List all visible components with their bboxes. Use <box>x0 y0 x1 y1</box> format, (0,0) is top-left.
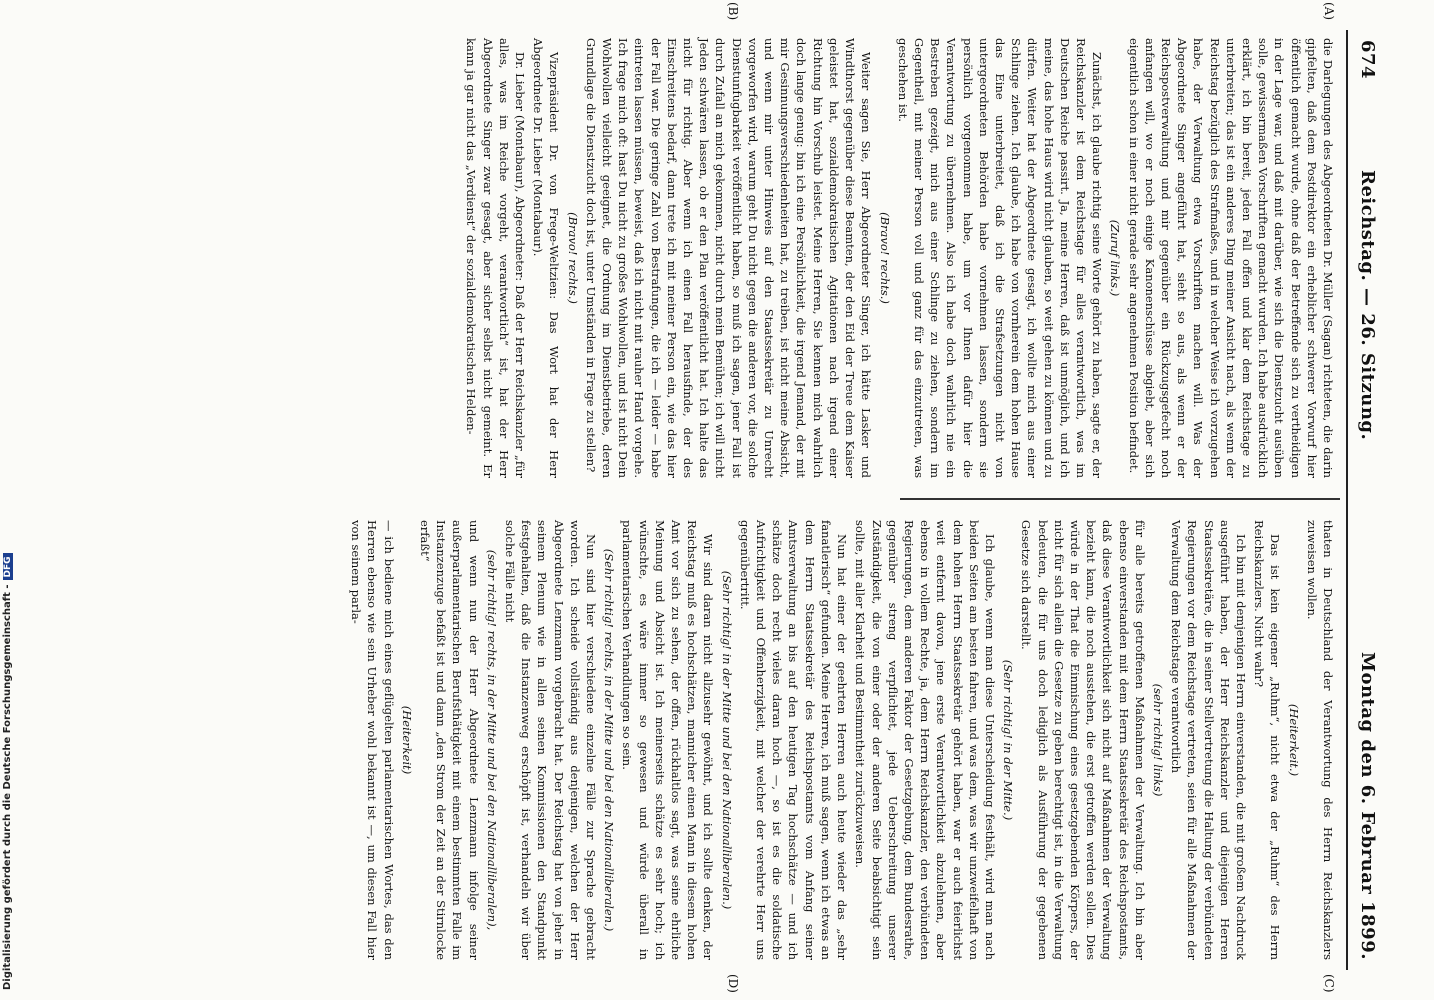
interjection: (Sehr richtig! in der Mitte.) <box>1001 659 1016 821</box>
interjection: (sehr richtig! rechts, in der Mitte und bei den Nationalliberalen), <box>484 549 499 931</box>
right-column <box>346 520 1336 960</box>
page-header <box>1350 30 1380 970</box>
digitization-credit <box>2 553 13 990</box>
margin-mark-d: (D) <box>726 974 740 993</box>
dfg-logo: DFG <box>3 553 13 580</box>
margin-mark-c: (C) <box>1322 974 1336 993</box>
credit-text: Digitalisierung gefördert durch die Deutsche Forschungsgemeinschaft - <box>2 584 13 990</box>
margin-mark-b: (B) <box>726 2 740 21</box>
paragraph: für alle bereits getroffenen Maßnahmen der Verwaltung. Ich bin aber ebenso einverstanden mit dem Herrn Staatssekretär des Reichspostamts, daß diese Verantwortlichkeit sich nicht auf Maßnahmen der Verwaltung bezieht kann, die noch ausstehen, die erst getroffen werden sollen. Dies würde in der That die Einmischung eines gesetzgebenden Körpers, der nicht für sich allein die Gesetze zu geben berechtigt ist, in die Verwaltung bedeuten, die für uns doch lediglich als Ausführung der gegebenen Gesetze sich darstellt. <box>1019 520 1147 960</box>
header-title: Reichstag. — 26. Sitzung. <box>1357 170 1378 441</box>
interjection: (Zuruf links.) <box>1108 219 1123 297</box>
paragraph: Ich bin mit demjenigen Herrn einverstanden, die mit großem Nachdruck ausgeführt haben, der Herr Reichskanzler und diejenigen Herren Staatssekretäre, die in seiner Stellvertretung die Haltung der verbündeten Regierungen vor dem Reichstage vertreten, seien für alle Maßnahmen der Verwaltung dem Reichstage verantwortlich <box>1169 520 1248 960</box>
paragraph: Vizepräsident Dr. von Frege-Weltzien: Das Wort hat der Herr Abgeordnete Dr. Lieber (Montabaur). <box>531 38 562 478</box>
header-rule <box>1346 30 1348 970</box>
paragraph: die Darlegungen des Abgeordneten Dr. Müller (Sagan) richteten, die darin gipfelten, daß dem Postdirektor ein erheblicher schwerer Vorwurf hier öffentlich gemacht wurde, ohne daß der Betreffende sich zu vertheidigen in der Lage war, und daß mit darüber, wie sich die Dienstzucht ausüben solle, gewissermaßen Vorschriften gemacht wurden. Ich habe ausdrücklich erklärt, ich bin bereit, jeden Fall offen und klar dem Reichstage zu unterbreiten; das ist ein anderes Ding meiner Ansicht nach, als wenn der Reichstag bezüglich des Strafmaßes, und in welcher Weise ich vorzugehen habe, der Verwaltung etwa Vorschriften machen will. Was der Abgeordnete Singer angeführt hat, sieht so aus, als wenn er der Reichspostverwaltung und mir gegenüber ein Rückzugsgefecht noch anfangen will, wo er noch einige Kanonenschüsse abgiebt, aber sich eigentlich schon in einer nicht gerade sehr angenehmen Position befindet. <box>1126 38 1335 478</box>
paragraph: Nun sind hier verschiedene einzelne Fälle zur Sprache gebracht worden. Ich scheide vollständig aus denjenigen, welchen der Herr Abgeordnete Lenzmann vorgebracht hat. Der Reichstag hat von jeher in seinem Plenum wie in allen seinen Kommissionen den Standpunkt festgehalten, daß die Instanzenweg erschöpft ist, verhandeln wir über solche Fälle nicht <box>503 520 599 960</box>
interjection: (Sehr richtig! rechts, in der Mitte und bei den Nationalliberalen.) <box>602 548 617 932</box>
paragraph: — ich bediene mich eines geflügelten parlamentarischen Wortes, das den Herren ebenso wie sein Urheber wohl bekannt ist —, um diesen Fall hier von seinem parla- <box>349 520 396 960</box>
paragraph: und wenn nun der Herr Abgeordnete Lenzmann infolge seiner außerparlamentarischen Berufsthätigkeit mit einem bestimmten Falle im Instanzenzuge befaßt ist und dann „den Strom der Zeit an der Stirnlocke erfaßt“ <box>418 520 481 960</box>
header-date: Montag den 6. Februar 1899. <box>1357 652 1378 960</box>
margin-mark-a: (A) <box>1322 2 1336 21</box>
paragraph: thaten in Deutschland der Verantwortung des Herrn Reichskanzlers zuweisen wollen. <box>1304 520 1335 960</box>
paragraph: Ich glaube, wenn man diese Unterscheidung festhält, wird man nach beiden Seiten am besten fahren, und was dem, was wir unzweifelhaft von dem hohen Herrn Staatssekretär gehört haben, war er auch feierlichst weit entfernt davon, jene erste Verantwortlichkeit abzulehnen, aber ebenso in vollem Rechte, ja, dem Herrn Reichskanzler, den verbündeten Regierungen, dem anderen Faktor der Gesetzgebung, dem Bundesrathe, gegenüber streng verpflichtet, jede Ueberschreitung unserer Zuständigkeit, die von einer oder der anderen Seite beabsichtigt sein sollte, mit aller Klarheit und Bestimmtheit zurückzuweisen. <box>853 520 997 960</box>
paragraph: Das ist kein eigener „Ruhm“, nicht etwa der „Ruhm“ des Herrn Reichskanzlers. Nicht wahr? <box>1252 520 1283 960</box>
page-number: 674 <box>1357 40 1378 80</box>
left-column <box>461 38 1336 478</box>
paragraph: Nun hat einer der geehrten Herren auch heute wieder das „sehr fanatlerisch“ gefunden. Meine Herren, ich muß sagen, wenn ich etwas an dem Herrn Staatssekretär des Reichspostamts vom Anfang seiner Amtsverwaltung an bis auf den heutigen Tag hochschätze — und ich schätze doch recht vieles daran hoch —, so ist es die soldatische Aufrichtigkeit und Offenherzigkeit, mit welcher der verehrte Herr uns gegenübertritt. <box>737 520 850 960</box>
interjection: (Bravo! rechts.) <box>565 212 580 304</box>
paragraph: Weiter sagen Sie, Herr Abgeordneter Singer, ich hätte Lasker und Windthorst gegenüber diese Beamten, der den Eid der Treue dem Kaiser geleistet hat, sozialdemokratischen Agitationen nach irgend einer Richtung hin Vorschub leistet. Meine Herren, Sie kennen mich wahrlich doch lange genug: bin ich eine Persönlichkeit, die irgend Jemand, der mit mir Gesinnungsverschiedenheiten hat, zu treiben, ist nicht meine Absicht, und wenn mir unter Hinweis auf den Staatssekretär zu Unrecht vorgeworfen wird, warum geht Du nicht gegen die anderen vor, die solche Dienstunfugbarkeit veröffentlicht haben, so muß ich sagen, jener Fall ist durch Zufall an mich gekommen, nicht durch mein Bemühen; ich will nicht Jeden schwären lassen, ob er den Plan veröffentlicht hat. Ich halte das nicht für richtig. Aber wenn ich einen Fall herausfinde, der des Einschreitens bedarf, dann trete ich mit meiner Person ein, wie das hier der Fall war. Die geringe Zahl von Bestrafungen, die ich — leider — habe eintreten lassen müssen, beweist, daß ich nicht mit rauher Hand vorgehe. Ich frage mich oft: hast Du nicht zu großes Wohlwollen, und ist nicht Dein Wohlwollen vielleicht geeignet, die Ordnung im Dienstbetriebe, deren Grundlage die Dienstzucht doch ist, unter Umständen in Frage zu stellen? <box>583 38 874 478</box>
paragraph: Zunächst, ich glaube richtig seine Worte gehört zu haben, sagte er, der Reichskanzler ist dem Reichstage für alles verantwortlich, was im Deutschen Reiche passirt. Ja, meine Herren, daß ist unmöglich, und ich meine, das hohe Haus wird nicht glauben, so weit gehen zu können und zu dürfen. Weiter hat der Abgeordnete gesagt, ich wollte mich aus einer Schlinge ziehen. Ich glaube, ich habe von vornherein dem hohen Hause das Eine unterbreitet, daß ich die Strafsetzungen nicht von untergeordneten Behörden habe vornehmen lassen, sondern sie persönlich vorgenommen habe, um vor Ihnen dafür hier die Verantwortung zu übernehmen. Also ich habe doch wahrlich nie ein Bestreben gezeigt, mich aus einer Schlinge zu ziehen, sondern im Gegentheil, mit meiner Person voll und ganz für das einzutreten, was geschehen ist. <box>895 38 1105 478</box>
column-divider <box>900 498 1340 500</box>
interjection: (Sehr richtig! in der Mitte und bei den Nationalliberalen.) <box>719 570 734 910</box>
paragraph: Wir sind daran nicht allzusehr gewöhnt, und ich sollte denken, der Reichstag muß es hochschätzen, mannicher einen Mann in diesem hohen Amt vor sich zu sehen, der offen, rückhaltlos sagt, was seine ehrliche Meinung und Absicht ist. Ich meinerseits schätze es sehr hoch; ich wünschte, es wäre immer so gewesen und würde überall in parlamentarischen Verhandlungen so sein. <box>620 520 716 960</box>
interjection: (Heiterkeit.) <box>1286 703 1301 777</box>
paragraph: Dr. Lieber (Montabaur), Abgeordneter: Daß der Herr Reichskanzler „für alles, was im Reiche vorgeht, verantwortlich“ ist, hat der Herr Abgeordnete Singer zwar gesagt, aber sicher selbst nicht gemeint. Er kann ja gar nicht das „Verdienst“ der sozialdemokratischen Helden- <box>464 38 528 478</box>
interjection: (sehr richtig! links) <box>1150 683 1165 797</box>
rotated-page-content <box>70 2 1380 993</box>
interjection: (Heiterkeit) <box>399 705 414 775</box>
interjection: (Bravo! rechts.) <box>877 212 892 304</box>
